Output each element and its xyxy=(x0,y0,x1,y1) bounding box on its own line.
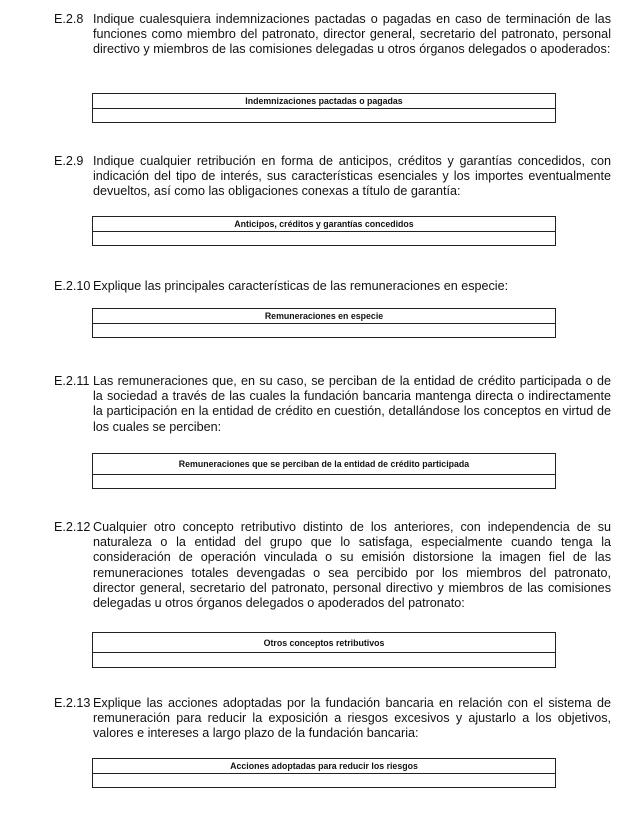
section-question-text: Explique las acciones adoptadas por la fundación bancaria en relación con el sistema de remuneración para reducir la exposición a riesgos excesivos y ajustarlo a los objetivos, valores e intereses a largo plazo de la fundación bancaria: xyxy=(93,696,611,741)
answer-cell[interactable] xyxy=(93,324,556,338)
section-question-text: Explique las principales características de las remuneraciones en especie: xyxy=(93,279,509,293)
section-number: E.2.9 xyxy=(54,154,84,168)
section-question-text: Cualquier otro concepto retributivo distinto de los anteriores, con independencia de su naturaleza o la entidad del grupo que lo satisfaga, especialmente cuando tenga la consideración de operación vinculada o su emisión distorsione la imagen fiel de las remuneraciones totales devengadas o sea percibido por los miembros del patronato, director general, secretario del patronato, personal directivo y miembros de las comisiones delegadas u otros órganos delegados o apoderados del patronato: xyxy=(93,520,611,611)
section-question-text: Las remuneraciones que, en su caso, se perciban de la entidad de crédito participada o de la sociedad a través de las cuales la fundación bancaria mantenga directa o indirectamente la participación en la entidad de crédito en cuestión, detallándose los conceptos en virtud de los cuales se perciben: xyxy=(93,374,611,434)
answer-table xyxy=(92,632,556,668)
section-number: E.2.13 xyxy=(54,696,91,710)
table-header: Remuneraciones que se perciban de la entidad de crédito participada xyxy=(93,454,556,475)
answer-cell[interactable] xyxy=(93,232,556,246)
table-header: Anticipos, créditos y garantías concedidos xyxy=(93,217,556,232)
answer-cell[interactable] xyxy=(93,109,556,123)
table-header: Acciones adoptadas para reducir los riesgos xyxy=(93,759,556,774)
answer-table xyxy=(92,453,556,489)
table-header: Indemnizaciones pactadas o pagadas xyxy=(93,94,556,109)
table-header: Otros conceptos retributivos xyxy=(93,633,556,653)
section-number: E.2.10 xyxy=(54,279,91,293)
answer-table xyxy=(92,93,556,123)
answer-cell[interactable] xyxy=(93,653,556,668)
answer-table xyxy=(92,758,556,788)
section-number: E.2.8 xyxy=(54,12,84,26)
section-question-text: Indique cualesquiera indemnizaciones pactadas o pagadas en caso de terminación de las funciones como miembro del patronato, director general, secretario del patronato, personal directivo y miembros de las comisiones delegadas u otros órganos delegados o apoderados: xyxy=(93,12,611,57)
table-header: Remuneraciones en especie xyxy=(93,309,556,324)
answer-cell[interactable] xyxy=(93,475,556,489)
answer-cell[interactable] xyxy=(93,774,556,788)
answer-table xyxy=(92,216,556,246)
section-number: E.2.12 xyxy=(54,520,91,534)
section-question-text: Indique cualquier retribución en forma de anticipos, créditos y garantías concedidos, con indicación del tipo de interés, sus características esenciales y los importes eventualmente devueltos, así como las obligaciones conexas a título de garantía: xyxy=(93,154,611,199)
section-number: E.2.11 xyxy=(54,374,90,388)
answer-table xyxy=(92,308,556,338)
